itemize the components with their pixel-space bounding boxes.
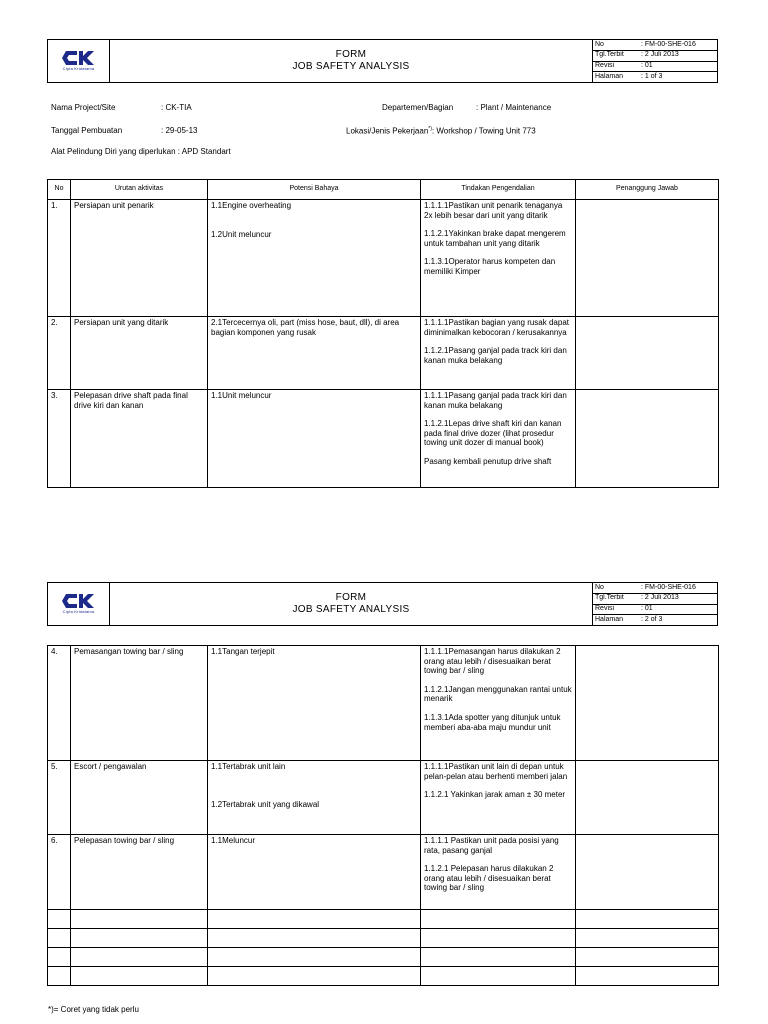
- ck-logo-icon: [62, 593, 96, 609]
- empty-row: [48, 967, 719, 986]
- table-row: [48, 835, 719, 910]
- meta-row: Revisi : 01: [593, 62, 717, 73]
- row-controls: 1.1.1.1 Pastikan unit pada posisi yang rata, pasang ganjal 1.1.2.1 Pelepasan harus dilakukan 2 orang atau lebih / disesuaikan berat towing bar / sling: [421, 835, 576, 910]
- meta-row: Tgl.Terbit : 2 Juli 2013: [593, 51, 717, 62]
- row-no: 6.: [48, 835, 71, 910]
- form-header: [47, 39, 718, 83]
- row-no: 4.: [48, 646, 71, 761]
- meta-row: No : FM-00-SHE-016: [593, 40, 717, 51]
- row-hazards: 1.1Tangan terjepit: [208, 646, 421, 761]
- location-value: : Workshop / Towing Unit 773: [431, 126, 536, 136]
- row-activity: Pemasangan towing bar / sling: [71, 646, 208, 761]
- document-meta: [593, 583, 717, 625]
- empty-row: [48, 910, 719, 929]
- location-label: Lokasi/Jenis Pekerjaan: [346, 126, 429, 136]
- row-hazards: 1.1Meluncur: [208, 835, 421, 910]
- header-control: Tindakan Pengendalian: [421, 180, 576, 200]
- location-field: [346, 126, 536, 136]
- row-pic: [576, 390, 719, 488]
- row-no: 1.: [48, 200, 71, 317]
- apd-text: Alat Pelindung Diri yang diperlukan : APD Standart: [51, 147, 231, 156]
- form-title-block: [110, 583, 593, 625]
- header-activity: Urutan aktivitas: [71, 180, 208, 200]
- row-no: 2.: [48, 317, 71, 390]
- form-title: JOB SAFETY ANALYSIS: [292, 61, 410, 72]
- row-pic: [576, 317, 719, 390]
- footnote: *)= Coret yang tidak perlu: [48, 1005, 139, 1014]
- meta-row: Revisi : 01: [593, 605, 717, 616]
- jsa-table-page1: [47, 179, 719, 488]
- row-pic: [576, 646, 719, 761]
- row-pic: [576, 761, 719, 835]
- company-logo: [48, 40, 110, 82]
- row-activity: Pelepasan towing bar / sling: [71, 835, 208, 910]
- meta-row: Tgl.Terbit : 2 Juli 2013: [593, 594, 717, 605]
- jsa-table-page2: [47, 645, 719, 986]
- logo-caption: Cipta Kridatama: [62, 66, 95, 72]
- department-label: Departemen/Bagian: [382, 103, 454, 112]
- table-row: [48, 390, 719, 488]
- department-value: : Plant / Maintenance: [476, 103, 552, 112]
- row-controls: 1.1.1.1Pastikan bagian yang rusak dapat diminimalkan kebocoran / kerusakannya 1.1.2.1Pasang ganjal pada track kiri dan kanan muka belakang: [421, 317, 576, 390]
- meta-row: Halaman : 1 of 3: [595, 72, 663, 80]
- project-value: : CK-TIA: [161, 103, 192, 112]
- date-value: : 29-05-13: [161, 126, 198, 135]
- form-header-page2: [47, 582, 718, 626]
- row-pic: [576, 835, 719, 910]
- table-row: [48, 200, 719, 317]
- row-hazards: 1.1Unit meluncur: [208, 390, 421, 488]
- meta-row: No : FM-00-SHE-016: [593, 583, 717, 594]
- row-controls: 1.1.1.1Pasang ganjal pada track kiri dan kanan muka belakang 1.1.2.1Lepas drive shaft kiri dan kanan pada final drive dozer (lihat prosedur towing unit dozer di manual book) Pasang kembali penutup drive shaft: [421, 390, 576, 488]
- header-hazard: Potensi Bahaya: [208, 180, 421, 200]
- form-title-block: [110, 40, 593, 82]
- company-logo: [48, 583, 110, 625]
- row-hazards: 1.1Engine overheating 1.2Unit meluncur: [208, 200, 421, 317]
- row-controls: 1.1.1.1Pemasangan harus dilakukan 2 orang atau lebih / disesuaikan berat towing bar / sling 1.1.2.1Jangan menggunakan rantai untuk menarik 1.1.3.1Ada spotter yang ditunjuk untuk memberi aba-aba maju mundur unit: [421, 646, 576, 761]
- empty-row: [48, 929, 719, 948]
- row-pic: [576, 200, 719, 317]
- table-row: [48, 761, 719, 835]
- header-pic: Penanggung Jawab: [576, 180, 719, 200]
- logo-caption: Cipta Kridatama: [62, 609, 95, 615]
- form-title: JOB SAFETY ANALYSIS: [292, 604, 410, 615]
- document-meta: [593, 40, 717, 82]
- row-no: 3.: [48, 390, 71, 488]
- row-activity: Persiapan unit yang ditarik: [71, 317, 208, 390]
- location-mark: *): [428, 126, 432, 132]
- meta-row: Halaman : 2 of 3: [595, 615, 663, 623]
- empty-row: [48, 948, 719, 967]
- table-row: [48, 317, 719, 390]
- form-label: FORM: [335, 592, 367, 603]
- row-no: 5.: [48, 761, 71, 835]
- table-row: [48, 646, 719, 761]
- row-activity: Escort / pengawalan: [71, 761, 208, 835]
- row-activity: Persiapan unit penarik: [71, 200, 208, 317]
- ck-logo-icon: [62, 50, 96, 66]
- form-label: FORM: [335, 49, 367, 60]
- project-label: Nama Project/Site: [51, 103, 116, 112]
- date-label: Tanggal Pembuatan: [51, 126, 123, 135]
- table-header-row: [48, 180, 719, 200]
- row-controls: 1.1.1.1Pastikan unit penarik tenaganya 2x lebih besar dari unit yang ditarik 1.1.2.1Yakinkan brake dapat mengerem untuk tambahan unit yang ditarik 1.1.3.1Operator harus kompeten dan memiliki Kimper: [421, 200, 576, 317]
- row-hazards: 1.1Tertabrak unit lain 1.2Tertabrak unit yang dikawal: [208, 761, 421, 835]
- row-hazards: 2.1Tercecernya oli, part (miss hose, baut, dll), di area bagian komponen yang rusak: [208, 317, 421, 390]
- row-activity: Pelepasan drive shaft pada final drive kiri dan kanan: [71, 390, 208, 488]
- header-no: No: [48, 180, 71, 200]
- row-controls: 1.1.1.1Pastikan unit lain di depan untuk pelan-pelan atau berhenti memberi jalan 1.1.2.1 Yakinkan jarak aman ± 30 meter: [421, 761, 576, 835]
